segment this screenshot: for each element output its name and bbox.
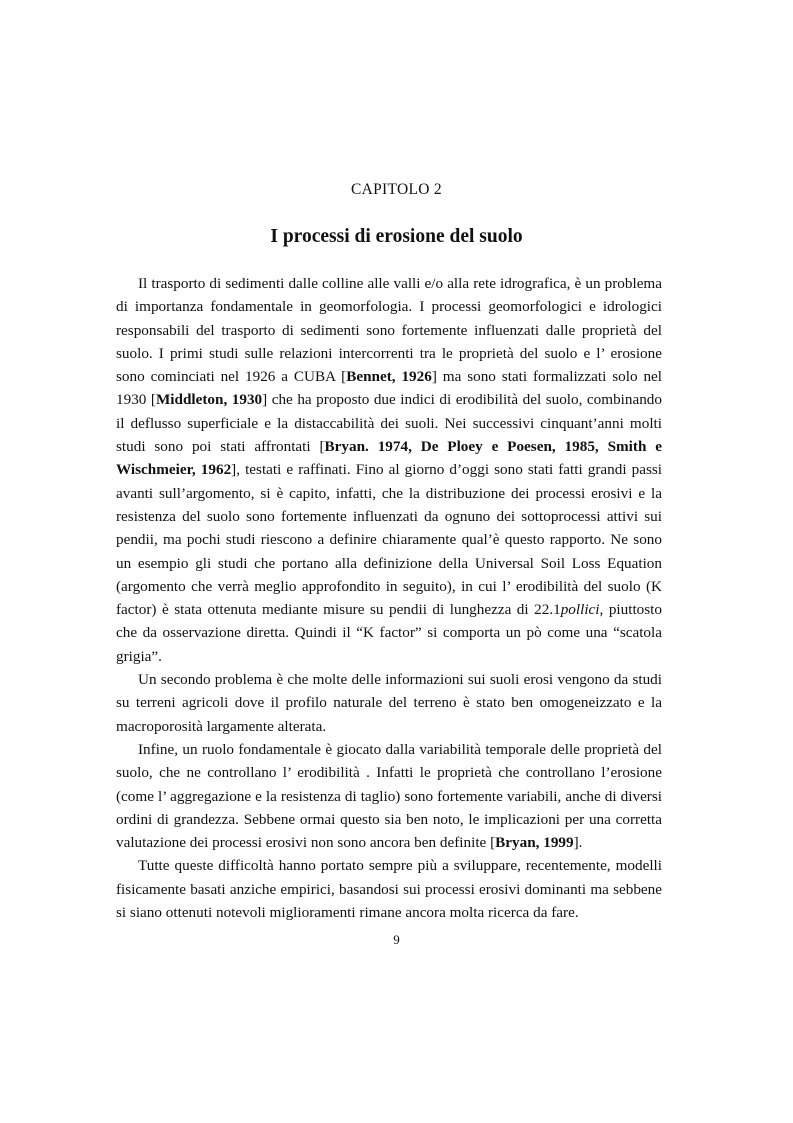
page-number: 9 <box>393 932 400 947</box>
text-segment: ], testati e raffinati. Fino al giorno d’oggi sono stati fatti grandi passi avanti sull’argomento, si è capito, infatti, che la distribuzione dei processi erosivi e la resistenza del suolo sono fortemente influenzati da ognuno dei sottoprocessi attivi sui pendii, ma pochi studi riescono a definire chiaramente qual’è questo rapporto. Ne sono un esempio gli studi che portano alla definizione della Universal Soil Loss Equation (argomento che verrà meglio approfondito in seguito), in cui l’ erodibilità del suolo (K factor) è stata ottenuta mediante misure su pendii di lunghezza di 22.1 <box>116 461 662 619</box>
paragraph <box>116 738 662 854</box>
paragraph <box>116 668 662 738</box>
text-segment: ]. <box>573 834 583 852</box>
citation: Bryan, 1999 <box>495 834 574 852</box>
text-segment: Infine, un ruolo fondamentale è giocato dalla variabilità temporale delle proprietà del suolo, che ne controllano l’ erodibilità . Infatti le proprietà che controllano l’erosione (come l’ aggregazione e la resistenza di taglio) sono fortemente variabili, anche di diversi ordini di grandezza. Sebbene ormai questo sia ben noto, le implicazioni per una corretta valutazione dei processi erosivi non sono ancora ben definite [ <box>116 740 662 852</box>
text-segment: Il trasporto di sedimenti dalle colline alle valli e/o alla rete idrografica, è un problema di importanza fondamentale in geomorfologia. I processi geomorfologici e idrologici responsabili del trasporto di sedimenti sono fortemente influenzati dalle proprietà del suolo. I primi studi sulle relazioni intercorrenti tra le proprietà del suolo e l’ erosione sono cominciati nel 1926 a CUBA [ <box>116 275 662 386</box>
citation: Middleton, 1930 <box>155 391 263 409</box>
chapter-label: CAPITOLO 2 <box>351 181 442 198</box>
text-segment: ] che ha proposto due indici di erodibilità del suolo, combinando il deflusso superficiale e la distaccabilità dei suoli. Nei successivi cinquant’anni molti studi sono poi stati affrontati [ <box>116 391 662 456</box>
text-segment: , piuttosto che da osservazione diretta. Quindi il “K factor” si comporta un pò come una “scatola grigia”. <box>116 601 662 665</box>
paragraph <box>116 272 662 668</box>
chapter-title: I processi di erosione del suolo <box>270 226 523 247</box>
body-text <box>116 272 662 924</box>
citation: Bennet, 1926 <box>346 368 432 386</box>
italic-term: pollici <box>560 601 600 619</box>
text-segment: ] ma sono stati formalizzati solo nel 1930 [ <box>116 368 662 409</box>
text-segment: Un secondo problema è che molte delle informazioni sui suoli erosi vengono da studi su terreni agricoli dove il profilo naturale del terreno è stato ben omogeneizzato e la macroporosità largamente alterata. <box>116 671 662 735</box>
paragraph <box>116 854 662 924</box>
citation: Bryan. 1974, De Ploey e Poesen, 1985, Smith e Wischmeier, 1962 <box>116 438 662 479</box>
text-segment: Tutte queste difficoltà hanno portato sempre più a sviluppare, recentemente, modelli fisicamente basati anziche empirici, basandosi sui processi erosivi dominanti ma sebbene si siano ottenuti notevoli miglioramenti rimane ancora molta ricerca da fare. <box>116 857 662 922</box>
